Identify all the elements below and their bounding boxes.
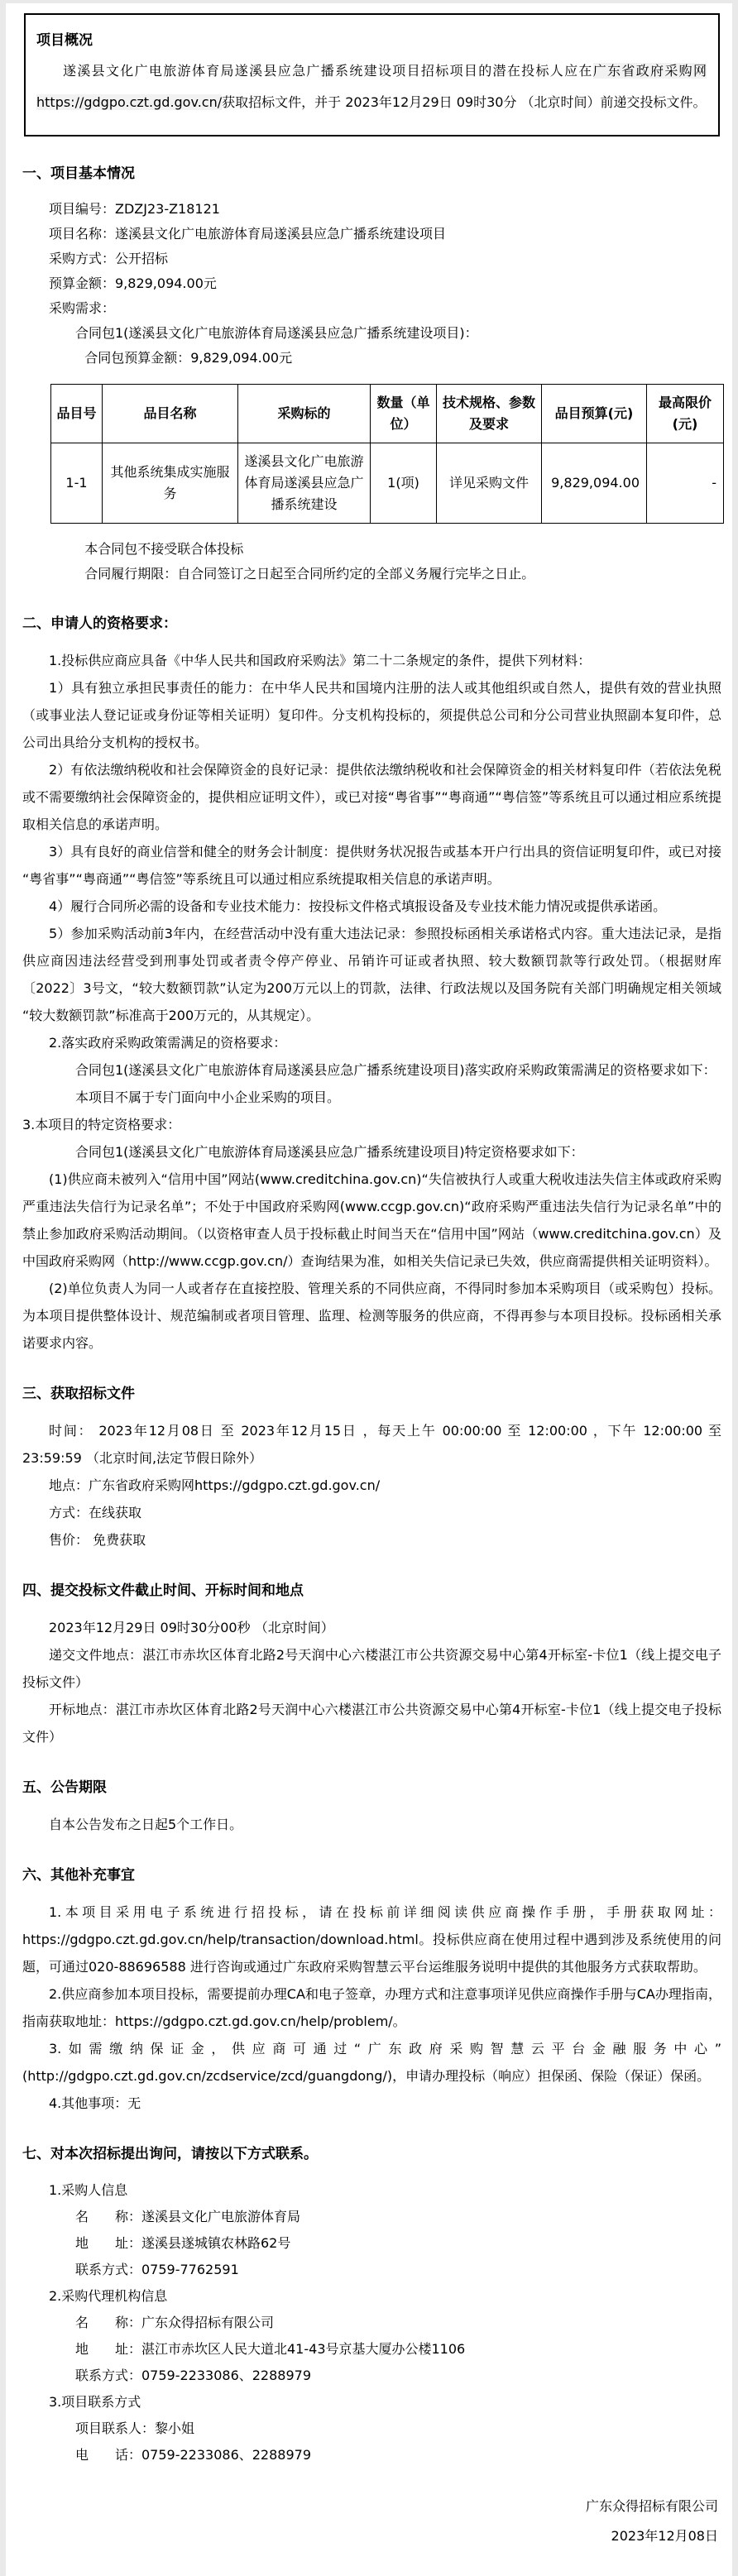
submit-location: 递交文件地点：湛江市赤坎区体育北路2号天润中心六楼湛江市公共资源交易中心第4开标室-卡位1（线上提交电子投标文件） (22, 1647, 721, 1690)
section-7-heading: 七、对本次招标提出询问，请按以下方式联系。 (22, 2146, 318, 2162)
agency-info-title: 2.采购代理机构信息 (49, 2288, 168, 2304)
policy-requirement-note: 本项目不属于专门面向中小企业采购的项目。 (75, 1089, 341, 1105)
section-4-heading: 四、提交投标文件截止时间、开标时间和地点 (22, 1582, 304, 1599)
specific-requirement-2: (2)单位负责人为同一人或者存在直接控股、管理关系的不同供应商，不得同时参加本采购项目（或采购包）投标。为本项目提供整体设计、规范编制或者项目管理、监理、检测等服务的供应商，不得再参与本项目投标。投标函相关承诺要求内容。 (22, 1281, 721, 1351)
section-3-heading: 三、获取招标文件 (22, 1386, 135, 1402)
header-tech-specs: 技术规格、参数及要求 (437, 385, 542, 443)
supplementary-para-2: 2.供应商参加本项目投标，需要提前办理CA和电子签章，办理方式和注意事项详见供应商操作手册与CA办理指南，指南获取地址：https://gdgpo.czt.gd.gov.cn/help/problem/。 (22, 1986, 721, 2029)
qualification-para-2: 1）具有独立承担民事责任的能力：在中华人民共和国境内注册的法人或其他组织或自然人，提供有效的营业执照（或事业法人登记证或身份证等相关证明）复印件。分支机构投标的，须提供总公司和分公司营业执照副本复印件，总公司出具给分支机构的授权书。 (22, 680, 721, 750)
cell-quantity: 1(项) (371, 443, 437, 524)
qualification-para-1: 1.投标供应商应具备《中华人民共和国政府采购法》第二十二条规定的条件，提供下列材料： (49, 653, 592, 668)
field-project-name: 项目名称：遂溪县文化广电旅游体育局遂溪县应急广播系统建设项目 (49, 226, 447, 242)
section-6-heading: 六、其他补充事宜 (22, 1867, 135, 1884)
table-header-row (51, 385, 724, 443)
purchaser-contact: 联系方式：0759-7762591 (75, 2262, 239, 2277)
field-procurement-method: 采购方式：公开招标 (49, 251, 169, 266)
cell-item-budget: 9,829,094.00 (542, 443, 647, 524)
footer-date: 2023年12月08日 (611, 2528, 718, 2544)
cell-max-price: - (647, 443, 724, 524)
purchaser-name: 名 称：遂溪县文化广电旅游体育局 (75, 2209, 301, 2224)
field-project-number: 项目编号：ZDZJ23-Z18121 (49, 201, 220, 217)
announcement-period-text: 自本公告发布之日起5个工作日。 (49, 1817, 243, 1832)
specific-requirement-title: 3.本项目的特定资格要求： (22, 1117, 181, 1132)
overview-deadline-text: 获取招标文件，并于 2023年12月29日 09时30分 （北京时间）前递交投标文件。 (222, 94, 707, 110)
header-max-price: 最高限价(元) (647, 385, 724, 443)
footer-agency-name: 广东众得招标有限公司 (585, 2498, 718, 2514)
qualification-para-4: 3）具有良好的商业信誉和健全的财务会计制度：提供财务状况报告或基本开户行出具的资信证明复印件，或已对接“粤省事”“粤商通”“粤信签”等系统且可以通过相应系统提取相关信息的承诺声明。 (22, 844, 721, 887)
section-2-heading: 二、申请人的资格要求： (22, 615, 177, 632)
cell-item-name: 其他系统集成实施服务 (103, 443, 238, 524)
obtain-method: 方式：在线获取 (49, 1505, 142, 1520)
overview-box (24, 13, 720, 136)
purchaser-address: 地 址：遂溪县遂城镇农林路62号 (75, 2235, 291, 2251)
specific-requirement-1: (1)供应商未被列入“信用中国”网站(www.creditchina.gov.cn)“失信被执行人或重大税收违法失信主体或政府采购严重违法失信行为记录名单”；不处于中国政府采购网(www.ccgp.gov.cn)“政府采购严重违法失信行为记录名单”中的禁止参加政府采购活动期间。（以资格审查人员于投标截止时间当天在“信用中国”网站（www.creditchina.gov.cn）及中国政府采购网（http://www.ccgp.gov.cn/）查询结果为准，如相关失信记录已失效，供应商需提供相关证明资料）。 (22, 1171, 721, 1269)
supplementary-para-1: 1.本项目采用电子系统进行招投标，请在投标前详细阅读供应商操作手册，手册获取网址：https://gdgpo.czt.gd.gov.cn/help/transaction/download.html。投标供应商在使用过程中遇到涉及系统使用的问题，可通过020-88696588 进行咨询或通过广东政府采购智慧云平台运维服务说明中提供的其他服务方式获取帮助。 (22, 1904, 721, 1975)
procurement-site-url: 广东省政府采购网https://gdgpo.czt.gd.gov.cn/ (36, 63, 707, 110)
qualification-para-5: 4）履行合同所必需的设备和专业技术能力：按投标文件格式填报设备及专业技术能力情况或提供承诺函。 (49, 898, 667, 914)
obtain-location: 地点：广东省政府采购网https://gdgpo.czt.gd.gov.cn/ (49, 1477, 381, 1493)
specific-requirement-package: 合同包1(遂溪县文化广电旅游体育局遂溪县应急广播系统建设项目)特定资格要求如下： (75, 1144, 584, 1160)
items-table (50, 384, 724, 524)
overview-title: 项目概况 (36, 32, 93, 49)
note-contract-period: 合同履行期限：自合同签订之日起至合同所约定的全部义务履行完毕之日止。 (84, 566, 535, 582)
obtain-price: 售价： 免费获取 (49, 1532, 146, 1548)
project-contact-title: 3.项目联系方式 (49, 2394, 141, 2410)
package-budget-line: 合同包预算金额：9,829,094.00元 (84, 350, 293, 366)
header-item-budget: 品目预算(元) (542, 385, 647, 443)
purchaser-info-title: 1.采购人信息 (49, 2182, 128, 2198)
policy-requirement-package: 合同包1(遂溪县文化广电旅游体育局遂溪县应急广播系统建设项目)落实政府采购政策需满足的资格要求如下： (75, 1062, 716, 1078)
cell-item-no: 1-1 (51, 443, 103, 524)
overview-intro-text: 遂溪县文化广电旅游体育局遂溪县应急广播系统建设项目招标项目的潜在投标人应在 (63, 63, 593, 79)
agency-name: 名 称：广东众得招标有限公司 (75, 2315, 275, 2330)
cell-procurement-target: 遂溪县文化广电旅游体育局遂溪县应急广播系统建设 (238, 443, 371, 524)
overview-paragraph (36, 55, 707, 118)
header-quantity: 数量（单位） (371, 385, 437, 443)
header-item-no: 品目号 (51, 385, 103, 443)
qualification-para-3: 2）有依法缴纳税收和社会保障资金的良好记录：提供依法缴纳税收和社会保障资金的相关材料复印件（若依法免税或不需要缴纳社会保障资金的，提供相应证明文件），或已对接“粤省事”“粤商通”“粤信签”等系统且可以通过相应系统提取相关信息的承诺声明。 (22, 762, 721, 832)
project-contact-person: 项目联系人：黎小姐 (75, 2420, 195, 2436)
opening-location: 开标地点：湛江市赤坎区体育北路2号天润中心六楼湛江市公共资源交易中心第4开标室-卡位1（线上提交电子投标文件） (22, 1702, 721, 1745)
section-1-heading: 一、项目基本情况 (22, 165, 135, 182)
obtain-time: 时间： 2023年12月08日 至 2023年12月15日 ，每天上午 00:00:00 至 12:00:00 ，下午 12:00:00 至 23:59:59 （北京时间,法定节假日除外） (22, 1423, 721, 1466)
supplementary-para-3: 3.如需缴纳保证金，供应商可通过“广东政府采购智慧云平台金融服务中心”(http://gdgpo.czt.gd.gov.cn/zcdservice/zcd/guangdong/)，申请办理投标（响应）担保函、保险（保证）保函。 (22, 2041, 721, 2084)
field-budget-amount: 预算金额：9,829,094.00元 (49, 275, 217, 291)
section-5-heading: 五、公告期限 (22, 1779, 107, 1796)
cell-tech-specs: 详见采购文件 (437, 443, 542, 524)
field-procurement-demand: 采购需求： (49, 300, 116, 316)
agency-contact: 联系方式：0759-2233086、2288979 (75, 2368, 312, 2383)
note-no-consortium: 本合同包不接受联合体投标 (84, 541, 244, 557)
table-data-row (51, 443, 724, 524)
tender-notice-page (6, 3, 732, 2576)
deadline-time: 2023年12月29日 09时30分00秒 （北京时间） (49, 1620, 334, 1635)
package-line: 合同包1(遂溪县文化广电旅游体育局遂溪县应急广播系统建设项目)： (75, 325, 478, 341)
policy-requirement-title: 2.落实政府采购政策需满足的资格要求： (49, 1035, 287, 1051)
qualification-para-6: 5）参加采购活动前3年内，在经营活动中没有重大违法记录：参照投标函相关承诺格式内容。重大违法记录，是指供应商因违法经营受到刑事处罚或者责令停产停业、吊销许可证或者执照、较大数额罚款等行政处罚。（根据财库〔2022〕3号文，“较大数额罚款”认定为200万元以上的罚款，法律、行政法规以及国务院有关部门明确规定相关领域“较大数额罚款”标准高于200万元的，从其规定）。 (22, 926, 721, 1023)
project-contact-phone: 电 话：0759-2233086、2288979 (75, 2447, 312, 2463)
header-procurement-target: 采购标的 (238, 385, 371, 443)
header-item-name: 品目名称 (103, 385, 238, 443)
signature-block (22, 2492, 721, 2551)
supplementary-para-4: 4.其他事项：无 (49, 2095, 141, 2111)
agency-address: 地 址：湛江市赤坎区人民大道北41-43号京基大厦办公楼1106 (75, 2341, 466, 2357)
